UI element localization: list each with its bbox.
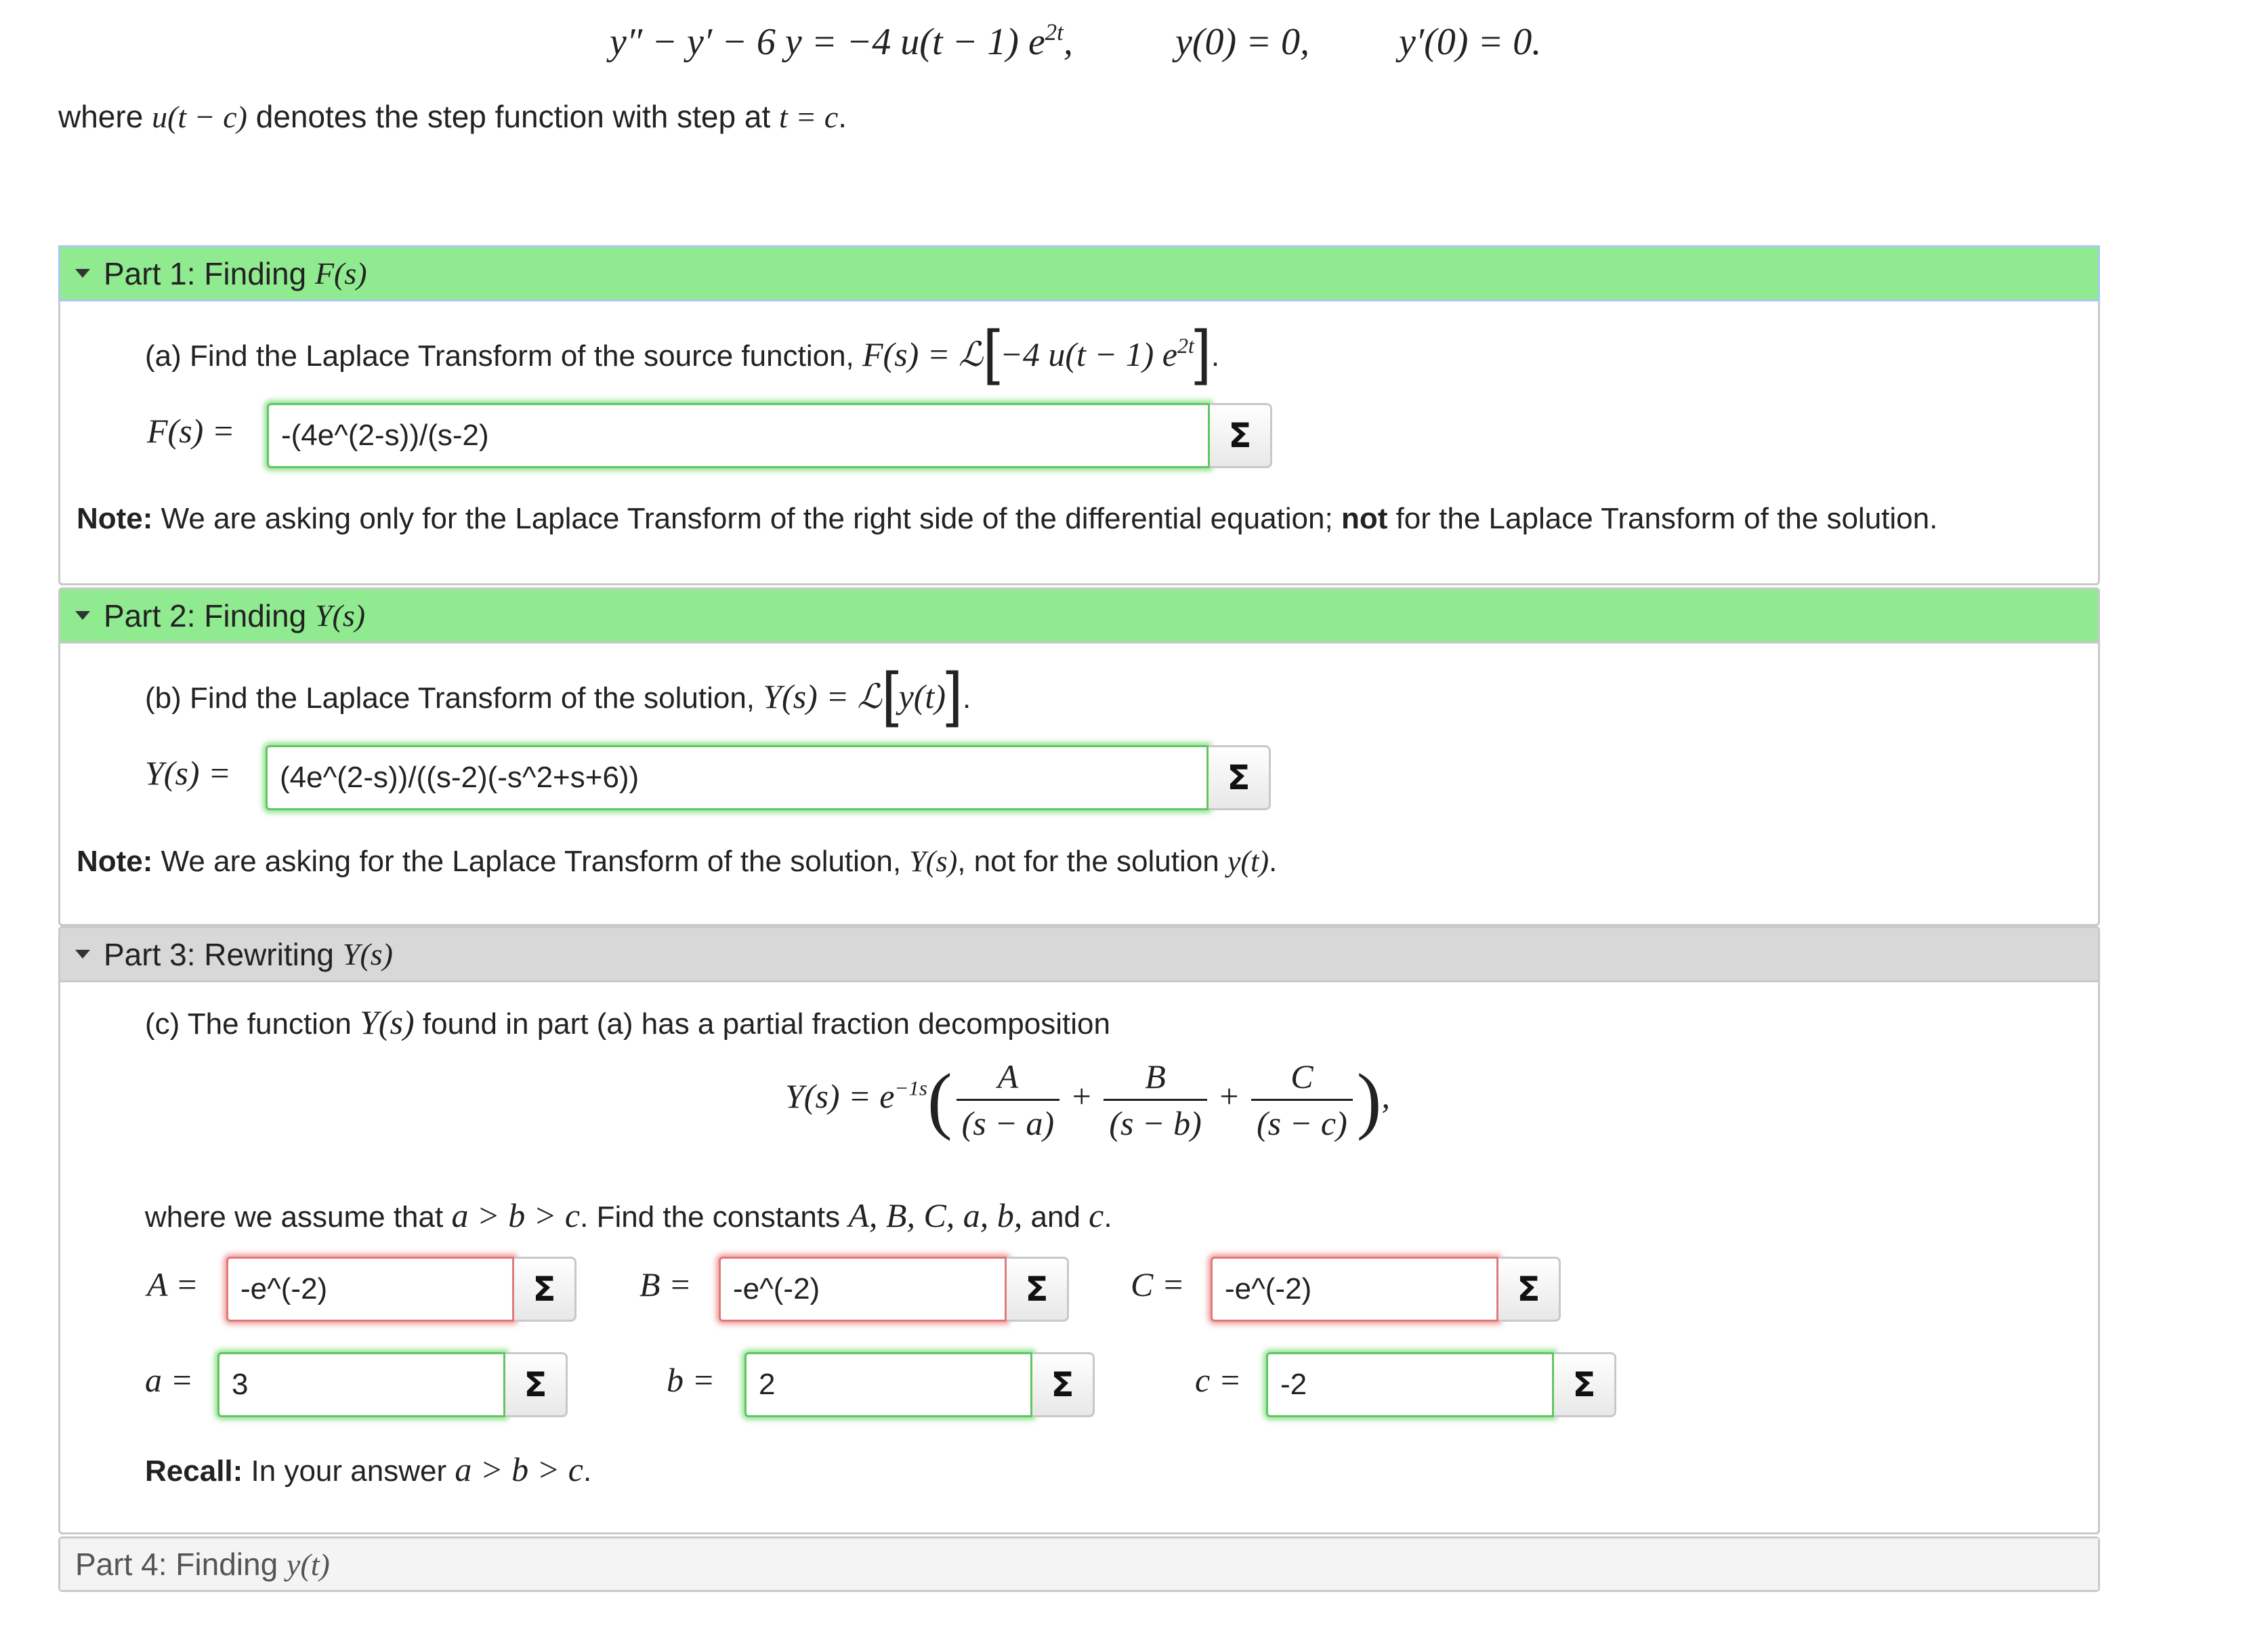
ode-statement [0,20,2268,81]
b-upper-label: B = [639,1265,692,1303]
a-upper-label: A = [147,1265,198,1303]
y-input[interactable]: (4e^(2-s))/((s-2)(-s^2+s+6)) [266,745,1209,810]
partial-fraction-formula: $Y(s) = e^{-1s}$( $\frac{A}{(s - a)}$ + $\frac{B}{(s - b)}$ + $\frac{C}{(s - c)}$ ), [785,1057,1390,1142]
part3-panel [58,926,2100,1534]
b-lower-input[interactable]: 2 [744,1352,1032,1417]
part1-question: (a) Find the Laplace Transform of the source function, F(s) = ℒ[−4 u(t − 1) $e^{2t}$]. [145,318,1220,386]
part1-header[interactable]: Part 1: Finding F(s) [58,245,2100,301]
part3-assumption: where we assume that a > b > c. Find the constants A, B, C, a, b, and c. [145,1196,1112,1234]
sigma-icon[interactable]: Σ [1554,1352,1616,1417]
y-label: Y(s) = [145,754,231,792]
caret-down-icon [75,611,90,620]
sigma-icon[interactable]: Σ [1498,1257,1561,1322]
c-lower-input[interactable]: -2 [1266,1352,1554,1417]
c-upper-label: C = [1131,1265,1185,1303]
ode-equation: y″ − y′ − 6 y = −4 u(t − 1) $e^{2t}$, [610,19,1073,63]
caret-down-icon [75,269,90,278]
part2-panel [58,587,2100,926]
c-lower-label: c = [1195,1361,1242,1399]
part4-header[interactable]: Part 4: Finding y(t) [60,1538,2098,1590]
sigma-icon[interactable]: Σ [514,1257,576,1322]
part3-header[interactable]: Part 3: Rewriting Y(s) [60,928,2098,982]
a-lower-label: a = [145,1361,194,1399]
a-upper-input[interactable]: -e^(-2) [226,1257,514,1322]
f-input[interactable]: -(4e^(2-s))/(s-2) [267,403,1210,468]
sigma-icon[interactable]: Σ [1210,403,1272,468]
part3-intro: (c) The function Y(s) found in part (a) has a partial fraction decomposition [145,1003,1110,1041]
sigma-icon[interactable]: Σ [1209,745,1271,810]
b-upper-input[interactable]: -e^(-2) [719,1257,1007,1322]
part1-panel [58,245,2100,585]
c-upper-input[interactable]: -e^(-2) [1211,1257,1498,1322]
a-lower-input[interactable]: 3 [217,1352,505,1417]
initial-condition-dy: y′(0) = 0. [1399,21,1542,63]
initial-condition-y: y(0) = 0, [1175,21,1309,63]
sigma-icon[interactable]: Σ [1032,1352,1095,1417]
f-label: F(s) = [147,412,235,450]
step-function-note: where u(t − c) denotes the step function with step at t = c. [58,99,847,134]
part4-panel [58,1536,2100,1592]
part2-header[interactable]: Part 2: Finding Y(s) [60,589,2098,644]
part3-recall: Recall: In your answer a > b > c. [145,1450,592,1488]
part2-note: Note: We are asking for the Laplace Transform of the solution, Y(s), not for the solution y(t). [77,845,1278,878]
b-lower-label: b = [667,1361,715,1399]
part1-note: Note: We are asking only for the Laplace Transform of the right side of the differential equation; not for the Laplace Transform of the solution. [77,502,1938,535]
sigma-icon[interactable]: Σ [505,1352,568,1417]
part2-question: (b) Find the Laplace Transform of the solution, Y(s) = ℒ[y(t)]. [145,661,971,728]
caret-down-icon [75,950,90,959]
sigma-icon[interactable]: Σ [1007,1257,1069,1322]
